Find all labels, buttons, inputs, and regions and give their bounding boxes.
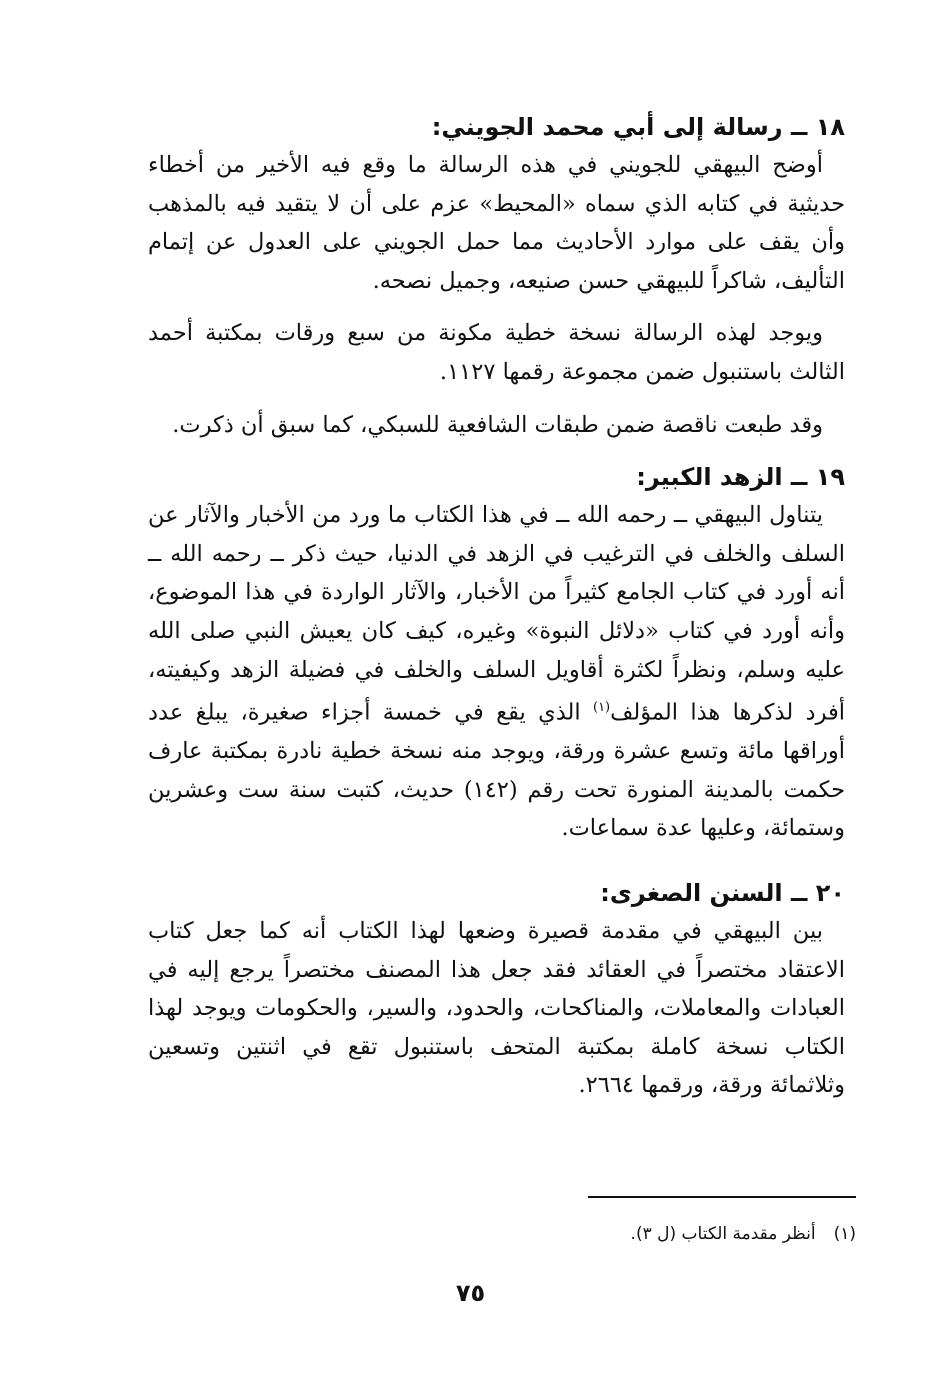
section-19-paragraph [148,496,845,848]
footnote-marker: (١) [592,700,611,716]
footnote-number: (١) [833,1224,856,1244]
section-20-paragraph: بين البيهقي في مقدمة قصيرة وضعها لهذا الكتاب أنه كما جعل كتاب الاعتقاد مختصراً في العقائد فقد جعل هذا المصنف مختصراً يرجع إليه في العبادات والمعاملات، والمناكحات، والحدود، والسير، والحكومات ويوجد لهذا الكتاب نسخة كاملة بمكتبة المتحف باستنبول تقع في اثنتين وتسعين وثلاثمائة ورقة، ورقمها ٢٦٦٤. [148,918,845,1099]
footnote [156,1222,856,1246]
section-18-paragraph-3: وقد طبعت ناقصة ضمن طبقات الشافعية للسبكي، كما سبق أن ذكرت. [172,411,823,438]
section-20-heading: ٢٠ ــ السنن الصغرى: [600,879,845,907]
section-19-heading: ١٩ ــ الزهد الكبير: [636,463,845,492]
section-19-text-part-2: الذي يقع في خمسة أجزاء صغيرة، يبلغ عدد أوراقها مائة وتسع عشرة ورقة، ويوجد منه نسخة خطية نادرة بمكتبة عارف حكمت بالمدينة المنورة تحت رقم (١٤٢) حديث، كتبت سنة ست وعشرين وستمائة، وعليها عدة سماعات. [148,699,845,842]
section-18-paragraph-1: أوضح البيهقي للجويني في هذه الرسالة ما وقع فيه الأخير من أخطاء حديثية في كتابه الذي سماه «المحيط» عزم على أن لا يتقيد فيه بالمذهب وأن يقف على موارد الأحاديث مما حمل الجويني على العدول عن إتمام التأليف، شاكراً للبيهقي حسن صنيعه، وجميل نصحه. [148,152,845,294]
page-number: ٧٥ [455,1279,486,1307]
page-body [148,108,845,1105]
section-18-heading: ١٨ ــ رسالة إلى أبي محمد الجويني: [431,113,845,141]
section-18-paragraph-2: ويوجد لهذه الرسالة نسخة خطية مكونة من سبع ورقات بمكتبة أحمد الثالث باستنبول ضمن مجموعة رقمها ١١٢٧. [148,320,845,385]
footnote-text: أنظر مقدمة الكتاب (ل ٣). [630,1224,816,1244]
footnote-divider [588,1196,856,1198]
section-19-text-part-1: يتناول البيهقي ــ رحمه الله ــ في هذا الكتاب ما ورد من الأخبار والآثار عن السلف والخلف في الترغيب في الزهد في الدنيا، حيث ذكر ــ رحمه الله ــ أنه أورد في كتاب الجامع كثيراً من الأخبار، والآثار الواردة في هذا الموضوع، وأنه أورد في كتاب «دلائل النبوة» وغيره، كيف كان يعيش النبي صلى الله عليه وسلم، ونظراً لكثرة أقاويل السلف والخلف في فضيلة الزهد وكيفيته، أفرد لذكرها هذا المؤلف [148,502,845,726]
